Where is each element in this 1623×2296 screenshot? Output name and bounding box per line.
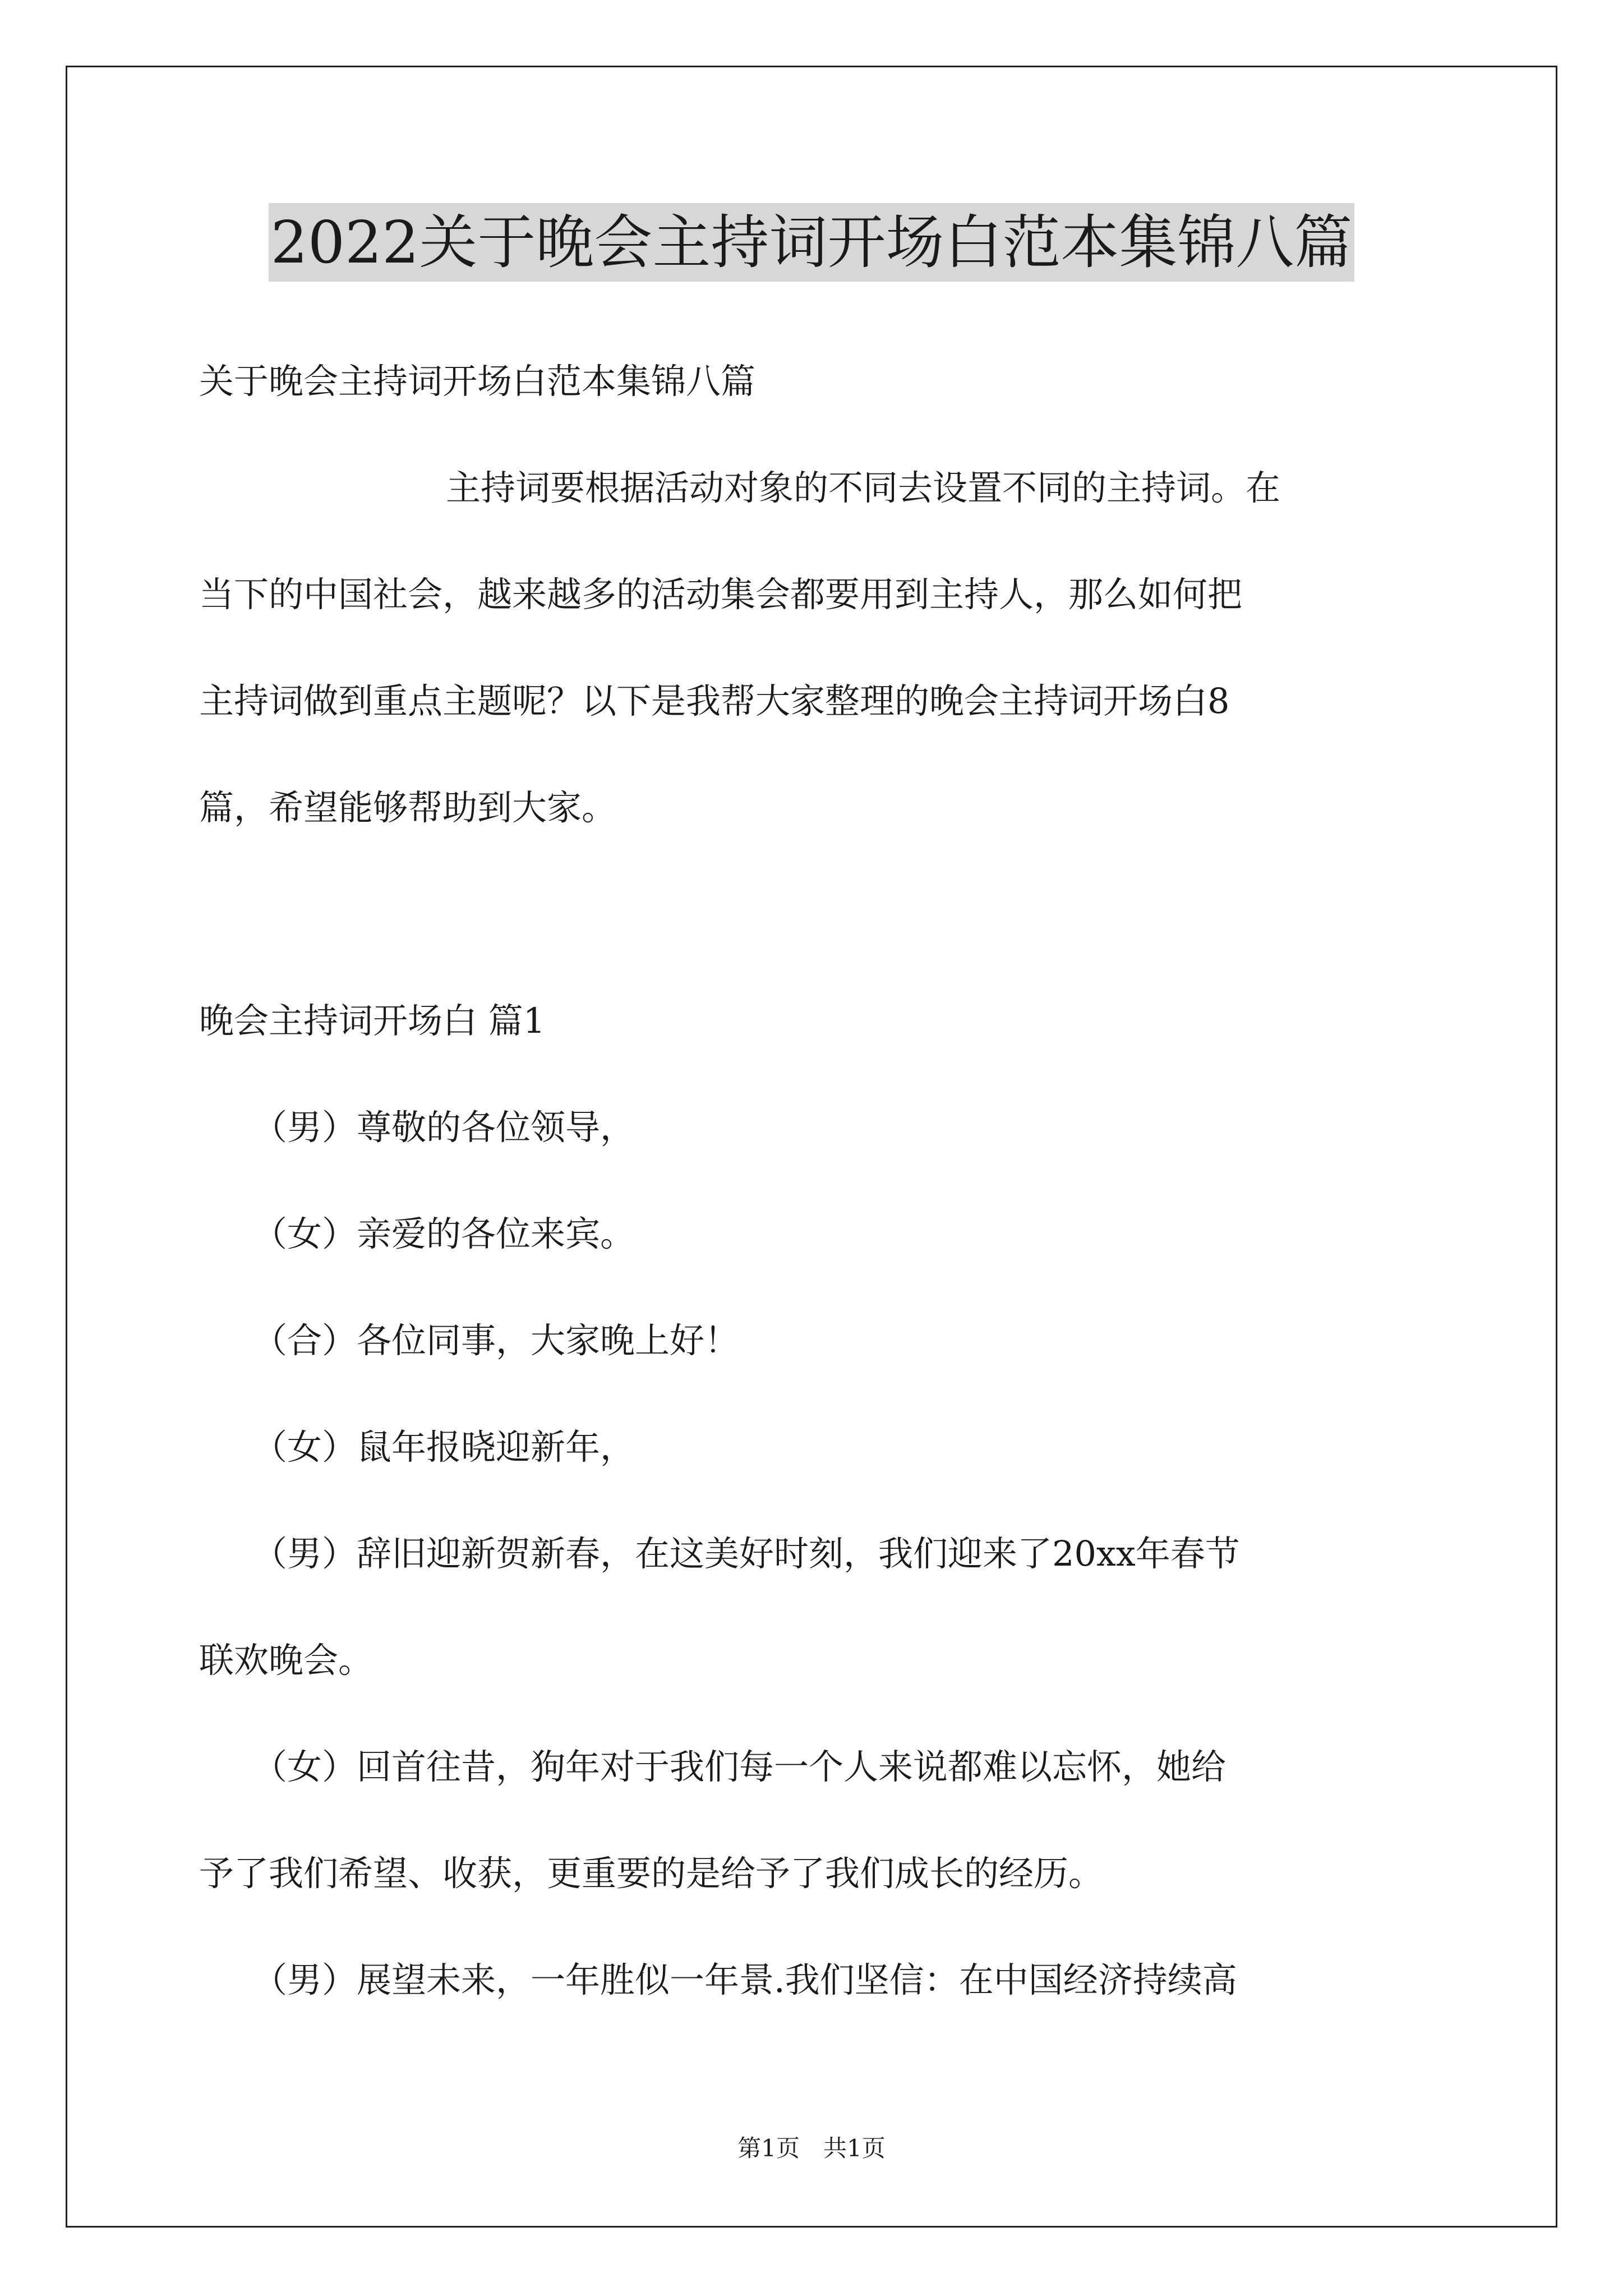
intro-line-2: 当下的中国社会，越来越多的活动集会都要用到主持人，那么如何把 [199, 574, 1243, 615]
dialogue-line-6: 联欢晚会。 [199, 1640, 374, 1681]
dialogue-line-8: 予了我们希望、收获，更重要的是给予了我们成长的经历。 [199, 1853, 1104, 1894]
document-subtitle: 关于晚会主持词开场白范本集锦八篇 [199, 361, 756, 402]
dialogue-line-5: （男）辞旧迎新贺新春，在这美好时刻，我们迎来了20xx年春节 [252, 1533, 1240, 1574]
document-title: 2022关于晚会主持词开场白范本集锦八篇 [269, 203, 1355, 282]
intro-line-3: 主持词做到重点主题呢？以下是我帮大家整理的晚会主持词开场白8 [199, 680, 1230, 721]
dialogue-line-2: （女）亲爱的各位来宾。 [252, 1213, 635, 1254]
intro-line-1: 主持词要根据活动对象的不同去设置不同的主持词。在 [446, 467, 1281, 508]
page-number: 第1页 共1页 [737, 2134, 886, 2162]
section-heading: 晚会主持词开场白 篇1 [199, 1000, 546, 1041]
dialogue-line-1: （男）尊敬的各位领导， [252, 1107, 635, 1148]
intro-line-4: 篇，希望能够帮助到大家。 [199, 787, 617, 828]
dialogue-line-7: （女）回首往昔，狗年对于我们每一个人来说都难以忘怀，她给 [252, 1746, 1227, 1787]
dialogue-line-9: （男）展望未来，一年胜似一年景.我们坚信：在中国经济持续高 [252, 1959, 1237, 2000]
title-block [0, 203, 1623, 282]
dialogue-line-3: （合）各位同事，大家晚上好！ [252, 1320, 740, 1361]
dialogue-line-4: （女）鼠年报晓迎新年， [252, 1427, 635, 1467]
page-footer [0, 2132, 1623, 2165]
